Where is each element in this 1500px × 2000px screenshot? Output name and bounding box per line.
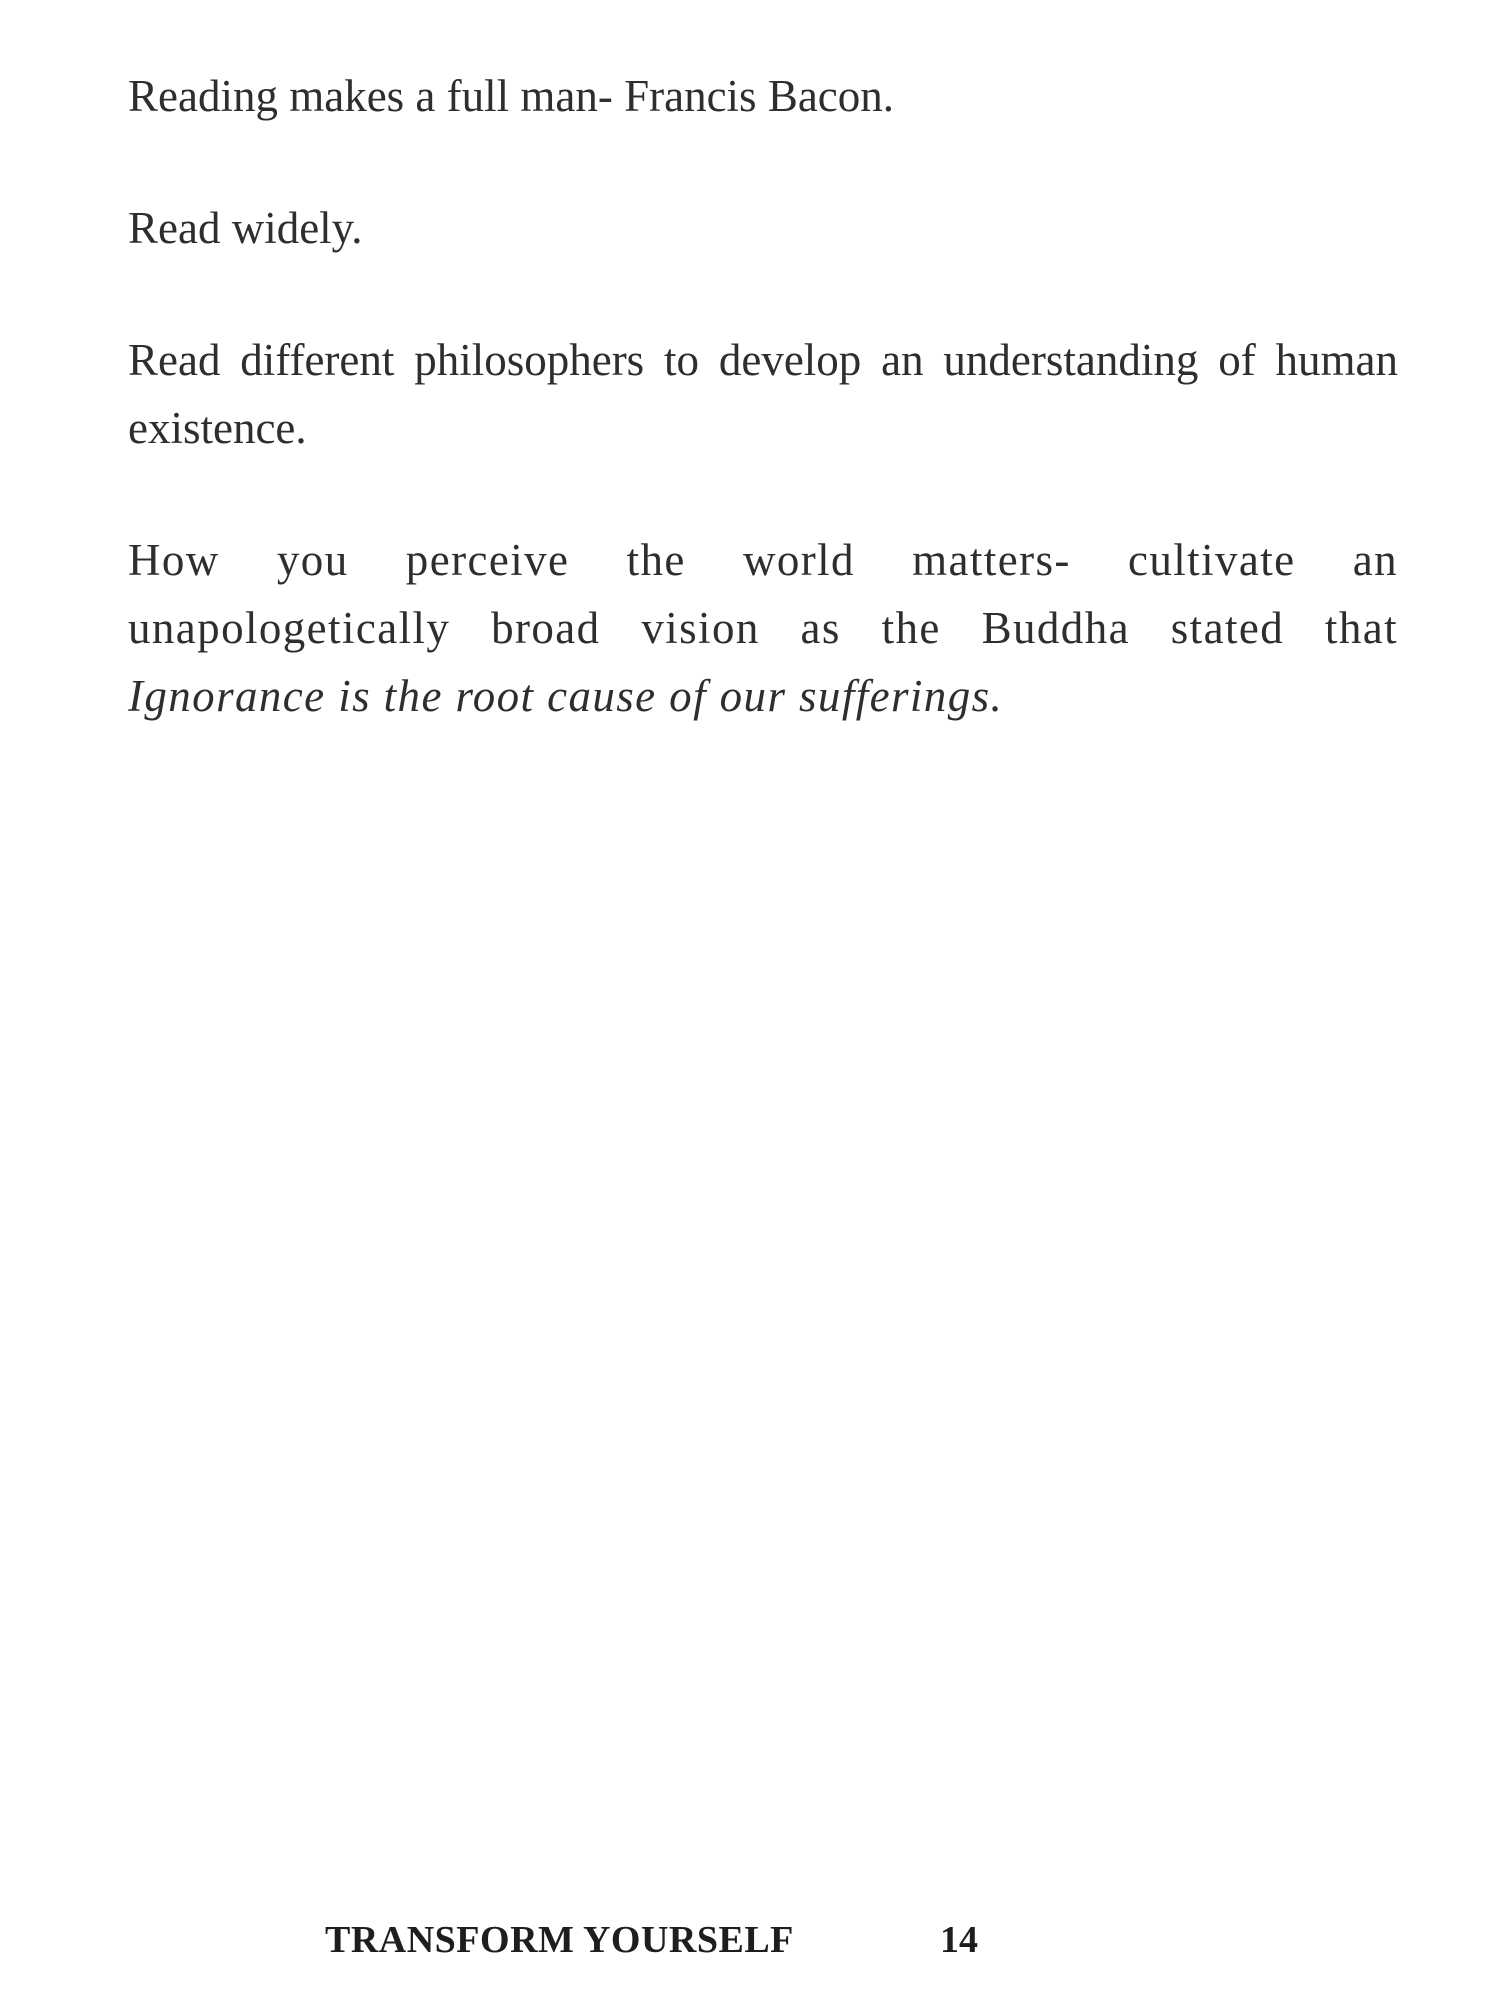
footer-book-title: TRANSFORM YOURSELF <box>325 1919 794 1961</box>
paragraph-read-widely: Read widely. <box>128 203 363 253</box>
buddha-quote-italic: Ignorance is the root cause of our sufferings. <box>128 671 1004 721</box>
page-body <box>128 62 1398 794</box>
paragraph-philosophers: Read different philosophers to develop an understanding of human existence. <box>128 335 1398 453</box>
paragraph-perception-text: How you perceive the world matters- cultivate an unapologetically broad vision as the Buddha stated that <box>128 535 1398 653</box>
paragraph-perception <box>128 526 1398 730</box>
footer-page-number: 14 <box>940 1919 978 1961</box>
paragraph-bacon-quote: Reading makes a full man- Francis Bacon. <box>128 71 895 121</box>
